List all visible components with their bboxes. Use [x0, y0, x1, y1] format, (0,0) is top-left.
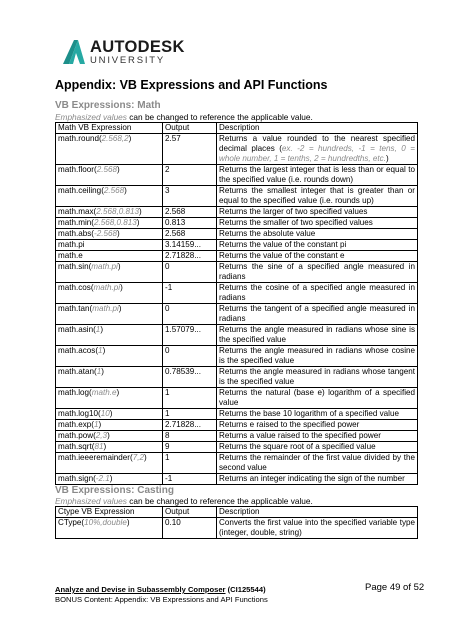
expression-cell: [56, 186, 163, 207]
function-name: math.sign(: [58, 474, 96, 483]
page-title: Appendix: VB Expressions and API Functions: [55, 78, 328, 92]
expression-cell: [56, 388, 163, 409]
output-cell: 2.71828...: [163, 251, 217, 262]
closing-paren: ): [116, 229, 120, 238]
description-text: Returns the smaller of two specified values: [219, 218, 373, 227]
table-row: [56, 262, 418, 283]
table-row: [56, 367, 418, 388]
output-cell: 2.568: [163, 207, 217, 218]
expression-cell: [56, 165, 163, 186]
output-cell: 9: [163, 442, 217, 453]
function-name: math.tan(: [58, 304, 93, 313]
closing-paren: ): [100, 325, 104, 334]
output-cell: 0.813: [163, 218, 217, 229]
function-name: math.pi: [58, 240, 85, 249]
closing-paren: ): [126, 518, 130, 527]
description-cell: [217, 409, 418, 420]
table-row: [56, 453, 418, 474]
note-emphasis: Emphasized values: [55, 496, 127, 506]
note-emphasis: Emphasized values: [55, 112, 127, 122]
note-text: can be changed to reference the applicable value.: [126, 496, 313, 506]
argument-value: 2.568: [96, 165, 117, 174]
argument-value: 81: [94, 442, 104, 451]
description-text: Returns the remainder of the first value divided by the second value: [219, 453, 415, 472]
math-section-heading: VB Expressions: Math: [55, 100, 161, 111]
table-row: [56, 186, 418, 207]
description-cell: [217, 186, 418, 207]
function-name: math.min(: [58, 218, 94, 227]
argument-value: 10: [100, 409, 110, 418]
output-cell: 2.71828...: [163, 420, 217, 431]
logo-subtitle: UNIVERSITY: [90, 55, 166, 66]
expression-cell: [56, 474, 163, 485]
description-cell: [217, 262, 418, 283]
table-row: [56, 304, 418, 325]
description-text: Returns the larger of two specified values: [219, 207, 368, 216]
table-row: [56, 283, 418, 304]
description-text: Returns the cosine of a specified angle measured in radians: [219, 283, 415, 302]
function-name: math.acos(: [58, 346, 99, 355]
expression-cell: [56, 134, 163, 165]
description-cell: [217, 518, 418, 539]
footer-course-title: Analyze and Devise in Subassembly Composer: [55, 585, 226, 594]
column-header: Description: [217, 123, 418, 134]
page-footer: [55, 585, 268, 604]
argument-value: 2.568,0.813: [93, 218, 137, 227]
footer-course-code: (CI125544): [225, 585, 266, 594]
expression-cell: [56, 409, 163, 420]
closing-paren: ): [118, 304, 122, 313]
closing-paren: ): [116, 388, 120, 397]
argument-value: 1: [94, 420, 99, 429]
closing-paren: ): [120, 283, 123, 292]
description-text: Returns the value of the constant pi: [219, 240, 347, 249]
function-name: math.exp(: [58, 420, 94, 429]
footer-bonus-line: BONUS Content: Appendix: VB Expressions and API Functions: [55, 594, 268, 604]
expression-cell: [56, 367, 163, 388]
description-cell: [217, 442, 418, 453]
closing-paren: ): [136, 218, 140, 227]
output-cell: 2.568: [163, 229, 217, 240]
output-cell: 0: [163, 262, 217, 283]
column-header: Output: [163, 123, 217, 134]
description-emphasis: ex. -2 = hundreds, -1 = tens, 0 = whole number, 1 = tenths, 2 = hundredths, etc.: [219, 144, 415, 163]
description-text: Returns the angle measured in radians whose sine is the specified value: [219, 325, 415, 344]
output-cell: 0.10: [163, 518, 217, 539]
column-header: Output: [163, 507, 217, 518]
casting-section-note: [55, 496, 313, 506]
output-cell: -1: [163, 283, 217, 304]
output-cell: 0.78539...: [163, 367, 217, 388]
output-cell: 2: [163, 165, 217, 186]
description-text: Returns the absolute value: [219, 229, 316, 238]
output-cell: 2.57: [163, 134, 217, 165]
closing-paren: ): [101, 367, 104, 376]
expression-cell: [56, 229, 163, 240]
output-cell: 1: [163, 453, 217, 474]
argument-value: 1: [95, 325, 101, 334]
table-row: [56, 218, 418, 229]
function-name: math.max(: [58, 207, 97, 216]
closing-paren: ): [103, 442, 107, 451]
closing-paren: ): [102, 346, 106, 355]
expression-cell: [56, 420, 163, 431]
table-row: [56, 388, 418, 409]
closing-paren: ): [107, 431, 110, 440]
description-cell: [217, 207, 418, 218]
argument-value: math.pi: [92, 304, 119, 313]
description-cell: [217, 218, 418, 229]
description-cell: [217, 431, 418, 442]
table-row: [56, 420, 418, 431]
function-name: math.round(: [58, 134, 102, 143]
table-row: [56, 442, 418, 453]
description-cell: [217, 134, 418, 165]
table-row: [56, 251, 418, 262]
description-text: Returns a value raised to the specified power: [219, 431, 381, 440]
function-name: math.cos(: [58, 283, 94, 292]
description-cell: [217, 251, 418, 262]
closing-paren: ): [143, 453, 147, 462]
description-text: Returns the tangent of a specified angle measured in radians: [219, 304, 415, 323]
expression-cell: [56, 218, 163, 229]
column-header: Math VB Expression: [56, 123, 163, 134]
expression-cell: [56, 251, 163, 262]
logo-wordmark: AUTODESK: [90, 38, 185, 56]
function-name: math.ieeeremainder(: [58, 453, 133, 462]
expression-cell: [56, 240, 163, 251]
output-cell: 1.57079...: [163, 325, 217, 346]
column-header: Ctype VB Expression: [56, 507, 163, 518]
closing-paren: ): [128, 134, 132, 143]
output-cell: 1: [163, 409, 217, 420]
function-name: math.asin(: [58, 325, 96, 334]
expression-cell: [56, 442, 163, 453]
function-name: CType(: [58, 518, 85, 527]
autodesk-university-logo: [63, 38, 228, 72]
output-cell: 8: [163, 431, 217, 442]
description-cell: [217, 388, 418, 409]
table-row: [56, 240, 418, 251]
description-text: Returns the largest integer that is less than or equal to the specified value (i.e. rounds down): [219, 165, 415, 184]
function-name: math.floor(: [58, 165, 97, 174]
function-name: math.log10(: [58, 409, 101, 418]
description-text: Returns an integer indicating the sign of the number: [219, 474, 405, 483]
description-text: Returns the natural (base e) logarithm of a specified value: [219, 388, 415, 407]
table-row: [56, 346, 418, 367]
output-cell: 0: [163, 346, 217, 367]
argument-value: -2.1: [95, 474, 110, 483]
description-text: Returns the square root of a specified value: [219, 442, 376, 451]
description-text: Returns the sine of a specified angle measured in radians: [219, 262, 415, 281]
output-cell: 0: [163, 304, 217, 325]
expression-cell: [56, 431, 163, 442]
expression-cell: [56, 346, 163, 367]
description-cell: [217, 283, 418, 304]
closing-paren: ): [116, 165, 120, 174]
table-row: [56, 431, 418, 442]
argument-value: 1: [96, 367, 102, 376]
argument-value: 2.568: [103, 186, 125, 195]
function-name: math.e: [58, 251, 83, 260]
table-row: [56, 165, 418, 186]
argument-value: 10%,double: [84, 518, 127, 527]
description-cell: [217, 304, 418, 325]
math-section-note: [55, 112, 313, 122]
casting-section-heading: VB Expressions: Casting: [55, 485, 174, 496]
output-cell: 3.14159...: [163, 240, 217, 251]
description-end: ): [385, 154, 389, 163]
function-name: math.ceiling(: [58, 186, 104, 195]
column-header: Description: [217, 507, 418, 518]
description-cell: [217, 346, 418, 367]
math-expressions-table: [55, 122, 418, 485]
function-name: math.pow(: [58, 431, 96, 440]
description-cell: [217, 474, 418, 485]
argument-value: -2.568: [94, 229, 117, 238]
argument-value: 2.568,2: [101, 134, 129, 143]
expression-cell: [56, 304, 163, 325]
argument-value: 7,2: [132, 453, 144, 462]
description-text: Returns the angle measured in radians whose tangent is the specified value: [219, 367, 415, 386]
closing-paren: ): [117, 262, 121, 271]
table-row: [56, 229, 418, 240]
expression-cell: [56, 207, 163, 218]
output-cell: -1: [163, 474, 217, 485]
closing-paren: ): [139, 207, 142, 216]
output-cell: 1: [163, 388, 217, 409]
argument-value: math.e: [91, 388, 117, 397]
description-cell: [217, 453, 418, 474]
description-text: Converts the first value into the specified variable type (integer, double, string): [219, 518, 415, 537]
closing-paren: ): [109, 409, 113, 418]
description-text: Returns the angle measured in radians whose cosine is the specified value: [219, 346, 415, 365]
closing-paren: ): [98, 420, 102, 429]
table-row: [56, 474, 418, 485]
description-text: Returns the value of the constant e: [219, 251, 345, 260]
function-name: math.abs(: [58, 229, 94, 238]
table-header-row: [56, 123, 418, 134]
function-name: math.sin(: [58, 262, 92, 271]
function-name: math.atan(: [58, 367, 97, 376]
expression-cell: [56, 325, 163, 346]
table-header-row: [56, 507, 418, 518]
description-cell: [217, 420, 418, 431]
description-text: Returns the base 10 logarithm of a specified value: [219, 409, 399, 418]
argument-value: 2.568,0.813: [96, 207, 139, 216]
expression-cell: [56, 262, 163, 283]
casting-expressions-table: [55, 506, 418, 539]
note-text: can be changed to reference the applicable value.: [126, 112, 313, 122]
function-name: math.sqrt(: [58, 442, 95, 451]
page-number: Page 49 of 52: [365, 582, 425, 593]
argument-value: 1: [98, 346, 103, 355]
table-row: [56, 207, 418, 218]
description-cell: [217, 325, 418, 346]
table-row: [56, 518, 418, 539]
argument-value: math.pi: [93, 283, 121, 292]
description-cell: [217, 229, 418, 240]
closing-paren: ): [109, 474, 113, 483]
description-cell: [217, 367, 418, 388]
expression-cell: [56, 453, 163, 474]
description-text: Returns the smallest integer that is greater than or equal to the specified value (i.e. rounds up): [219, 186, 415, 205]
description-text: Returns a value rounded to the nearest specified decimal places (: [219, 134, 415, 153]
description-cell: [217, 165, 418, 186]
description-cell: [217, 240, 418, 251]
table-row: [56, 134, 418, 165]
description-text: Returns e raised to the specified power: [219, 420, 360, 429]
table-row: [56, 325, 418, 346]
expression-cell: [56, 518, 163, 539]
expression-cell: [56, 283, 163, 304]
function-name: math.log(: [58, 388, 92, 397]
autodesk-logo-icon: [63, 40, 85, 64]
argument-value: 2,3: [95, 431, 108, 440]
table-row: [56, 409, 418, 420]
argument-value: math.pi: [91, 262, 118, 271]
output-cell: 3: [163, 186, 217, 207]
closing-paren: ): [124, 186, 127, 195]
